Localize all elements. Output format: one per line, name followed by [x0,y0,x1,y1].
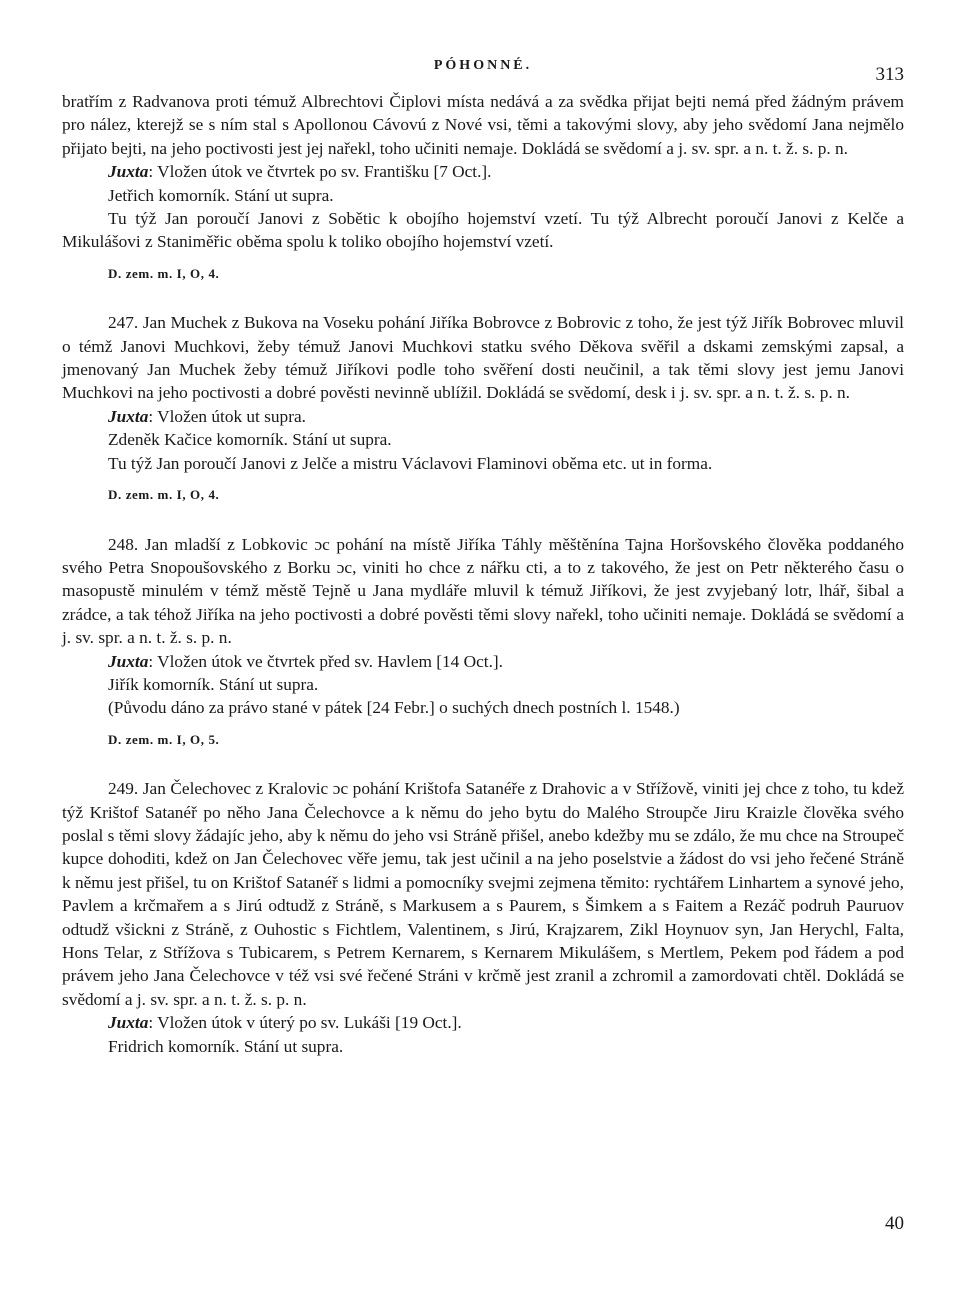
entry-249-juxta [62,1011,904,1034]
body-text [62,90,904,1058]
document-page [62,56,904,1234]
entry-247-text: 247. Jan Muchek z Bukova na Voseku pohání Jiříka Bobrovce z Bobrovic z toho, že jest týž Jiřík Bobrovec mluvil o témž Janovi Muchkovi, žeby témuž Janovi Muchkovi statku svého Děkova svěřil a dskami zemskými zapsal, a jmenovaný Jan Muchek žeby témuž Jiříkovi podle toho svěření dosti neučinil, a tak těmi slovy jest jemu Janovi Muchkovi na jeho poctivosti a dobré pověsti nevinně ublížil. Dokládá se svědomí, desk i j. sv. spr. a n. t. ž. s. p. n. [62,313,904,403]
entry-247-source: D. zem. m. I, O, 4. [108,487,220,503]
entry-247-extra: Tu týž Jan poroučí Janovi z Jelče a mistru Václavovi Flaminovi oběma etc. ut in forma. [108,453,713,473]
signature-mark: 40 [885,1213,904,1234]
entry-249-chamberlain: Fridrich komorník. Stání ut supra. [108,1036,344,1056]
page-header [62,56,904,90]
entry-248-source: D. zem. m. I, O, 5. [108,731,220,747]
intro-source: D. zem. m. I, O, 4. [108,265,220,281]
juxta-label: Juxta [108,162,149,182]
running-head: PÓHONNÉ. [433,58,533,73]
juxta-text: : Vložen útok v úterý po sv. Lukáši [19 Oct.]. [148,1013,462,1033]
intro-juxta [62,160,904,183]
entry-248-chamberlain: Jiřík komorník. Stání ut supra. [108,674,319,694]
entry-247-chamberlain: Zdeněk Kačice komorník. Stání ut supra. [108,430,392,450]
entry-248-juxta [62,650,904,673]
entry-248-text: 248. Jan mladší z Lobkovic ɔc pohání na místě Jiříka Táhly měštěnína Tajna Horšovského člověka poddaného svého Petra Snopoušovského z Borku ɔc, viniti ho chce z nářku cti, a to z takového, že jest on Petr některého času o masopustě minulém v témž městě Tejně u Jana mydláře mluvil k témuž Jiříkovi, že jest zvyjebaný lotr, lhář, šibal a zrádce, a tak téhož Jiříka na jeho poctivosti a dobré pověsti těmi slovy nařekl, toho učiniti nemaje. Dokládá se svědomí a j. sv. spr. a n. t. ž. s. p. n. [62,534,904,648]
intro-chamberlain: Jetřich komorník. Stání ut supra. [108,185,334,205]
intro-paragraph: bratřím z Radvanova proti témuž Albrechtovi Čiplovi místa nedává a za svědka přijat bejti nemá před žádným právem pro nález, kterejž se s ním stal s Apollonou Cávovú z Nové vsi, těmi a takovými slovy, aby jeho svědomí Jana nejmělo přijato bejti, na jeho poctivosti jest jej nařekl, toho učiniti nemaje. Dokládá se svědomí a j. sv. spr. a n. t. ž. s. p. n. [62,92,904,158]
juxta-text: : Vložen útok ve čtvrtek před sv. Havlem [14 Oct.]. [148,651,503,671]
juxta-text: : Vložen útok ut supra. [148,406,306,426]
juxta-label: Juxta [108,406,149,426]
entry-249-text: 249. Jan Čelechovec z Kralovic ɔc pohání Krištofa Satanéře z Drahovic a v Střížově, viniti jej chce z toho, tu kdež týž Krištof Satanéř po něho Jana Čelechovce a k němu do jeho bytu do Malého Stroupče Jiru Kraizle člověka svého poslal s těmi slovy žádajíc jeho, aby k němu do jeho vsi Stráně přišel, anebo kdežby mu se zdálo, že mu chce na Stroupeč kupce dohoditi, kdež on Jan Čelechovec věře jemu, tak jest učinil a na jeho poselstvie a žádost do vsi jeho řečené Stráně k němu jest přišel, tu on Krištof Satanéř s lidmi a pomocníky svejmi zejmena těmito: rychtářem Linhartem a synové jeho, Pavlem a krčmařem a s Jirú odtudž z Stráně, s Markusem a s Paurem, s Šimkem a s Faitem a Rezáč podruh Pauruov odtudž všickni z Stráně, z Ouhostic s Fichtlem, Valentinem, s Jirú, Krajzarem, Zikl Hoynuov syn, Jan Herychl, Falta, Hons Telar, z Střížova s Tubicarem, s Petrem Kernarem, s Kernarem Mikulášem, s Mertlem, Pekem pod řádem a pod právem jeho Jana Čelechovce v též vsi své řečené Stráni v krčmě jest zranil a zchromil a zamordovati chtěl. Dokládá se svědomí a j. sv. spr. a n. t. ž. s. p. n. [62,779,904,1009]
juxta-label: Juxta [108,651,149,671]
intro-extra: Tu týž Jan poroučí Janovi z Sobětic k obojího hojemství vzetí. Tu týž Albrecht poroučí Janovi z Kelče a Mikulášovi z Staniměřic oběma spolu k toliko obojího hojemství vzetí. [62,209,904,252]
entry-247-juxta [62,405,904,428]
juxta-label: Juxta [108,1013,149,1033]
juxta-text: : Vložen útok ve čtvrtek po sv. Františku [7 Oct.]. [148,162,492,182]
page-number: 313 [875,64,904,85]
entry-248-extra: (Původu dáno za právo stané v pátek [24 Febr.] o suchých dnech postních l. 1548.) [108,698,680,718]
